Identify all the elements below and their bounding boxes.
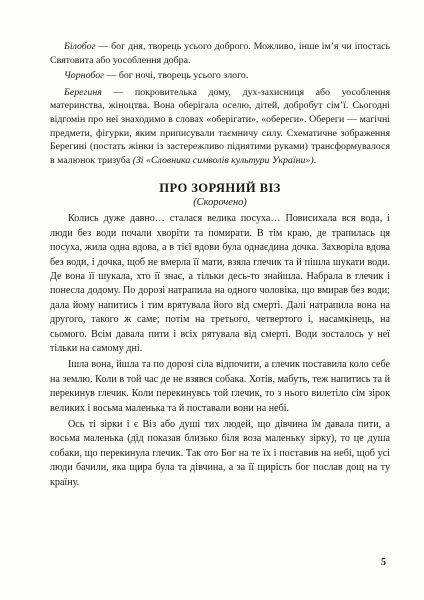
glossary-end-punctuation: . (313, 154, 317, 166)
glossary-definition-chornobog: — бог ночі, творець усього злого. (104, 70, 249, 82)
story-paragraph: Ось ті зірки і є Віз або душі тих людей, що дівчина їм давала пити, а восьма маленька (дід показав близько біля воза маленьку зірку), то це душа собаки, що перекинула глечик. Так ото Бог на те їх і поставив на небі, щоб усі люди бачили, яка щира була та дівчина, а за її щирість бог послав дощ на ту країну. (50, 419, 390, 488)
story-body (50, 212, 390, 490)
story-paragraph: Колись дуже давно… сталася велика посуха… Повисихала вся вода, і люди без води почали хворіти та помирати. В тім краю, де трапилась ця посуха, жила одна вдова, а в тієї вдови була однаєдина дочка. Захворіла вдова без води, і дочка, щоб не вмерла її мати, взяла глечик та й пішла шукати води. Де вона її шукала, хто її знає, а тільки десь-то знайшла. Набрала в глечик і понесла додому. По дорозі натрапила на одного чоловіка, що вмирав без води; дала йому напитись і тим врятувала його від смерті. Далі натрапила вона на другого, такого ж саме; потім на третього, четвертого і, насамкінець, на сьомого. Всім давала пити і всіх рятувала від смерті. Води зосталось у неї тільки на самому дні. (50, 213, 390, 354)
glossary-entry-berehynia (50, 86, 390, 168)
glossary-source-citation: (Зі «Словника символів культури України») (132, 154, 314, 166)
glossary-term-chornobog: Чорнобог (64, 70, 105, 82)
page-content (50, 40, 390, 490)
glossary-term-berehynia: Берегиня (64, 86, 102, 98)
story-subtitle: (Скорочено) (193, 197, 247, 209)
story-title: ПРО ЗОРЯНИЙ ВІЗ (159, 181, 281, 196)
glossary-entry-bilobog (50, 40, 390, 67)
page-number: 5 (381, 557, 386, 568)
story-paragraph: Ішла вона, йшла та по дорозі сіла відпочити, а глечик поставила коло себе на землю. Коли в той час де не взявся собака. Хотів, мабуть, теж напитись та й перекинув глечик. Коли перекинувсь той глечик, то з нього вилетіло сім зірок великих і восьма маленька та й поставали вони на небі. (50, 359, 390, 414)
glossary-definition-berehynia: — покровителька дому, дух-захисниця або уособлення материнства, жіноцтва. Вона оберігала оселю, дітей, добробут сім’ї. Сьогодні відгомін про неї знаходимо в словах «оберігати», «обереги». Обереги — магічні предмети, фігурки, яким приписували таємничу силу. Схематичне зображення Берегині (постать жінки із застережливо піднятими руками) трансформувалося в малюнок тризуба (50, 86, 390, 166)
glossary-term-bilobog: Білобог (64, 41, 96, 52)
glossary-definition-bilobog: — бог дня, творець усього доброго. Можливо, інше ім’я чи іпостась Святовита або уособлення добра. (50, 41, 390, 66)
glossary-entry-chornobog (50, 69, 390, 83)
glossary-section (50, 40, 390, 167)
